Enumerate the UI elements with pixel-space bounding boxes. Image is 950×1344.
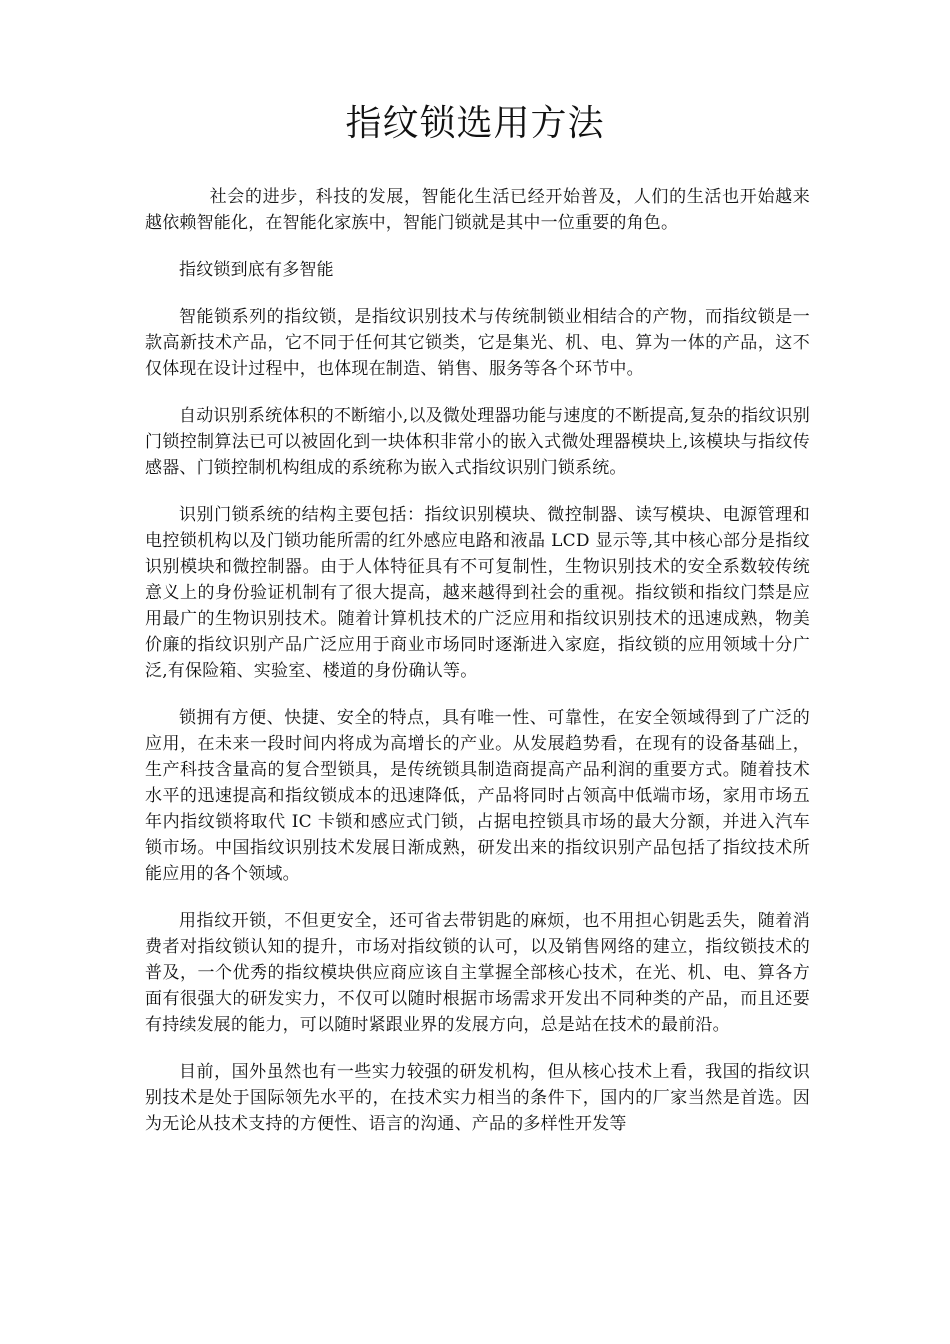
section-heading: 指纹锁到底有多智能 (179, 260, 334, 280)
paragraph: 识别门锁系统的结构主要包括：指纹识别模块、微控制器、读写模块、电源管理和电控锁机构以及门锁功能所需的红外感应电路和液晶 LCD 显示等,其中核心部分是指纹识别模块和微控制器。由于人体特征具有不可复制性，生物识别技术的安全系数较传统意义上的身份验证机制有了很大提高，越来越得到社会的重视。指纹锁和指纹门禁是应用最广的生物识别技术。随着计算机技术的广泛应用和指纹识别技术的迅速成熟，物美价廉的指纹识别产品广泛应用于商业市场同时逐渐进入家庭，指纹锁的应用领域十分广泛,有保险箱、实验室、楼道的身份确认等。 (145, 505, 810, 681)
document-body (145, 184, 810, 1158)
paragraph: 智能锁系列的指纹锁，是指纹识别技术与传统制锁业相结合的产物，而指纹锁是一款高新技术产品，它不同于任何其它锁类，它是集光、机、电、算为一体的产品，这不仅体现在设计过程中，也体现在制造、销售、服务等各个环节中。 (145, 307, 810, 379)
document-title: 指纹锁选用方法 (345, 103, 605, 144)
paragraph: 目前，国外虽然也有一些实力较强的研发机构，但从核心技术上看，我国的指纹识别技术是处于国际领先水平的，在技术实力相当的条件下，国内的厂家当然是首选。因为无论从技术支持的方便性、语言的沟通、产品的多样性开发等 (145, 1062, 810, 1134)
paragraph: 锁拥有方便、快捷、安全的特点，具有唯一性、可靠性，在安全领域得到了广泛的应用，在未来一段时间内将成为高增长的产业。从发展趋势看，在现有的设备基础上，生产科技含量高的复合型锁具，是传统锁具制造商提高产品利润的重要方式。随着技术水平的迅速提高和指纹锁成本的迅速降低，产品将同时占领高中低端市场，家用市场五年内指纹锁将取代 IC 卡锁和感应式门锁，占据电控锁具市场的最大分额，并进入汽车锁市场。中国指纹识别技术发展日渐成熟，研发出来的指纹识别产品包括了指纹技术所能应用的各个领域。 (145, 708, 810, 884)
paragraph-intro: 社会的进步，科技的发展，智能化生活已经开始普及，人们的生活也开始越来越依赖智能化，在智能化家族中，智能门锁就是其中一位重要的角色。 (145, 187, 810, 233)
paragraph: 用指纹开锁，不但更安全，还可省去带钥匙的麻烦，也不用担心钥匙丢失，随着消费者对指纹锁认知的提升，市场对指纹锁的认可，以及销售网络的建立，指纹锁技术的普及，一个优秀的指纹模块供应商应该自主掌握全部核心技术，在光、机、电、算各方面有很强大的研发实力，不仅可以随时根据市场需求开发出不同种类的产品，而且还要有持续发展的能力，可以随时紧跟业界的发展方向，总是站在技术的最前沿。 (145, 911, 810, 1035)
paragraph: 自动识别系统体积的不断缩小,以及微处理器功能与速度的不断提高,复杂的指纹识别门锁控制算法已可以被固化到一块体积非常小的嵌入式微处理器模块上,该模块与指纹传感器、门锁控制机构组成的系统称为嵌入式指纹识别门锁系统。 (145, 406, 810, 478)
